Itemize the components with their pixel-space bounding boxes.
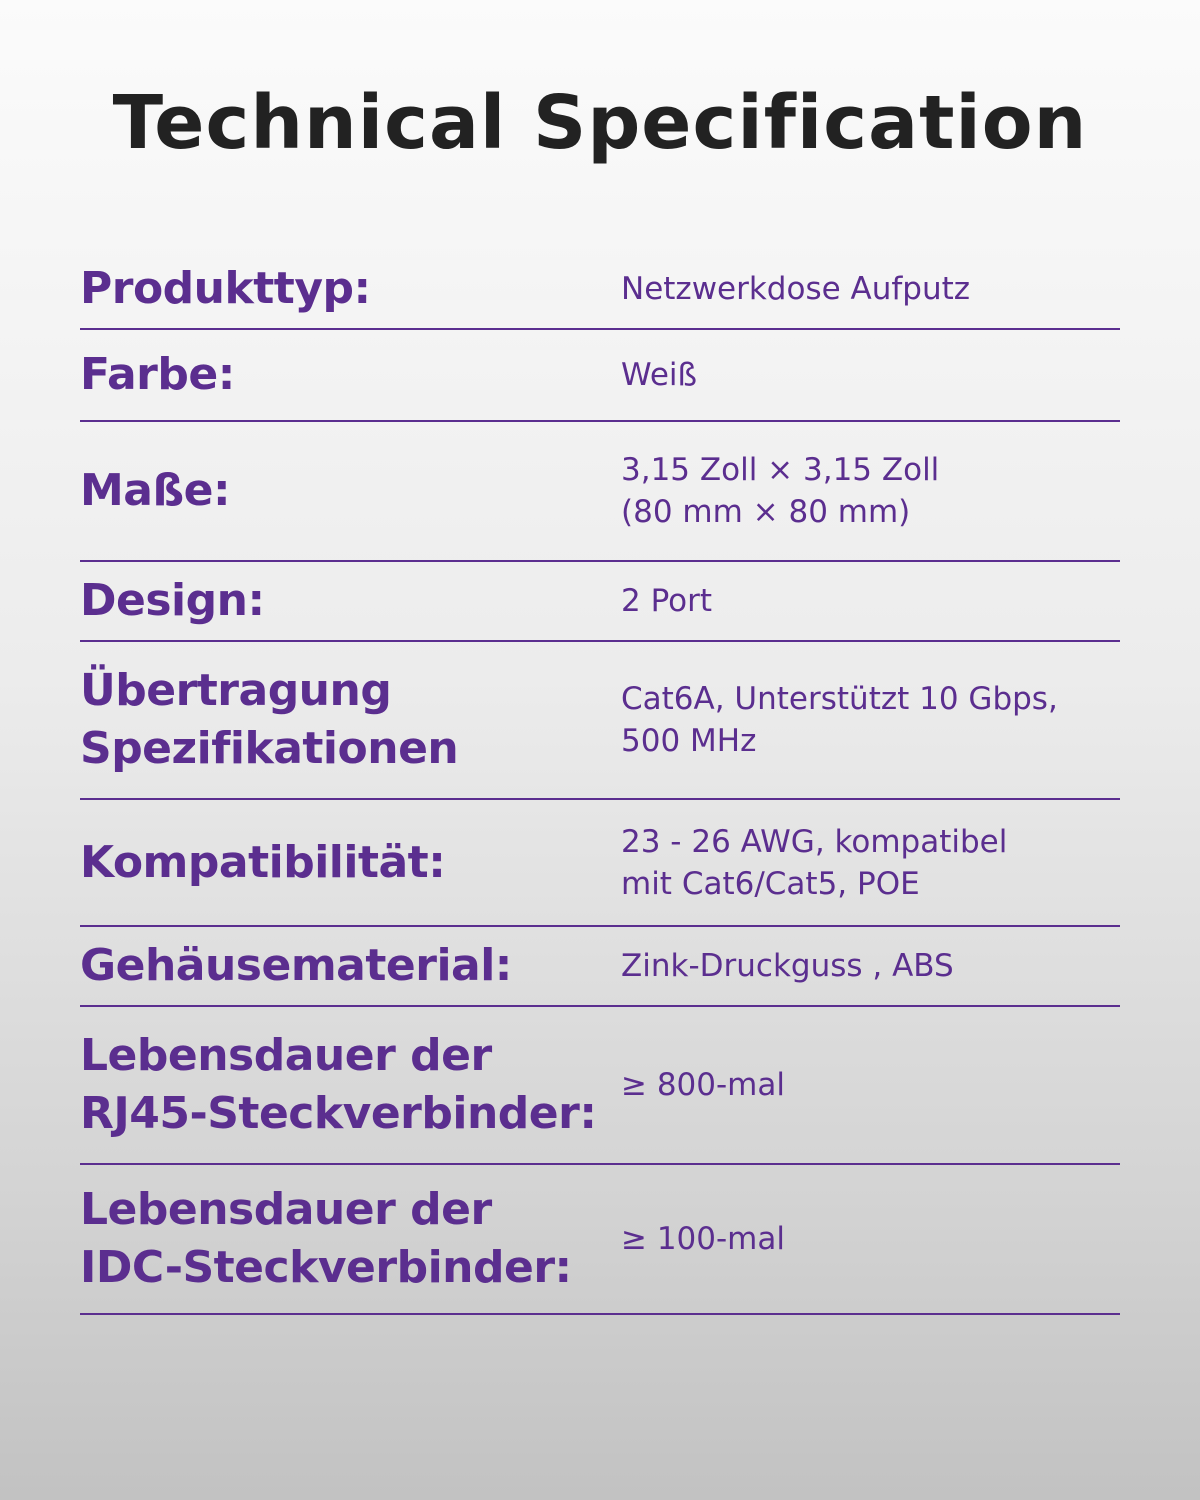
spec-row-design [80,562,1120,642]
spec-label: Maße: [80,465,231,516]
spec-value: Zink-Druckguss , ABS [621,948,954,984]
spec-label: Design: [80,575,265,626]
spec-row-gehaeusematerial [80,927,1120,1007]
spec-row-uebertragung [80,642,1120,800]
spec-label: Produkttyp: [80,263,371,314]
spec-value: Weiß [621,357,698,393]
spec-row-produkttyp [80,250,1120,330]
spec-label: Übertragung Spezifikationen [80,665,459,774]
spec-row-masse [80,422,1120,562]
spec-row-kompatibilitaet [80,800,1120,927]
spec-label: Lebensdauer der IDC-Steckverbinder: [80,1184,572,1293]
spec-value: Netzwerkdose Aufputz [621,271,971,307]
spec-label: Lebensdauer der RJ45-Steckverbinder: [80,1030,597,1139]
spec-value: ≥ 800-mal [621,1067,785,1103]
spec-value: 2 Port [621,583,713,619]
spec-value: Cat6A, Unterstützt 10 Gbps, 500 MHz [621,681,1058,759]
spec-value: 23 - 26 AWG, kompatibel mit Cat6/Cat5, POE [621,823,1008,902]
spec-row-farbe [80,330,1120,422]
spec-value: ≥ 100-mal [621,1221,785,1257]
spec-label: Gehäusematerial: [80,940,512,991]
page-title: Technical Specification [112,80,1088,166]
spec-row-idc-lebensdauer [80,1165,1120,1315]
spec-table [80,250,1120,1315]
spec-label: Kompatibilität: [80,836,446,888]
spec-label: Farbe: [80,349,235,400]
spec-value: 3,15 Zoll × 3,15 Zoll (80 mm × 80 mm) [621,452,940,530]
spec-row-rj45-lebensdauer [80,1007,1120,1165]
